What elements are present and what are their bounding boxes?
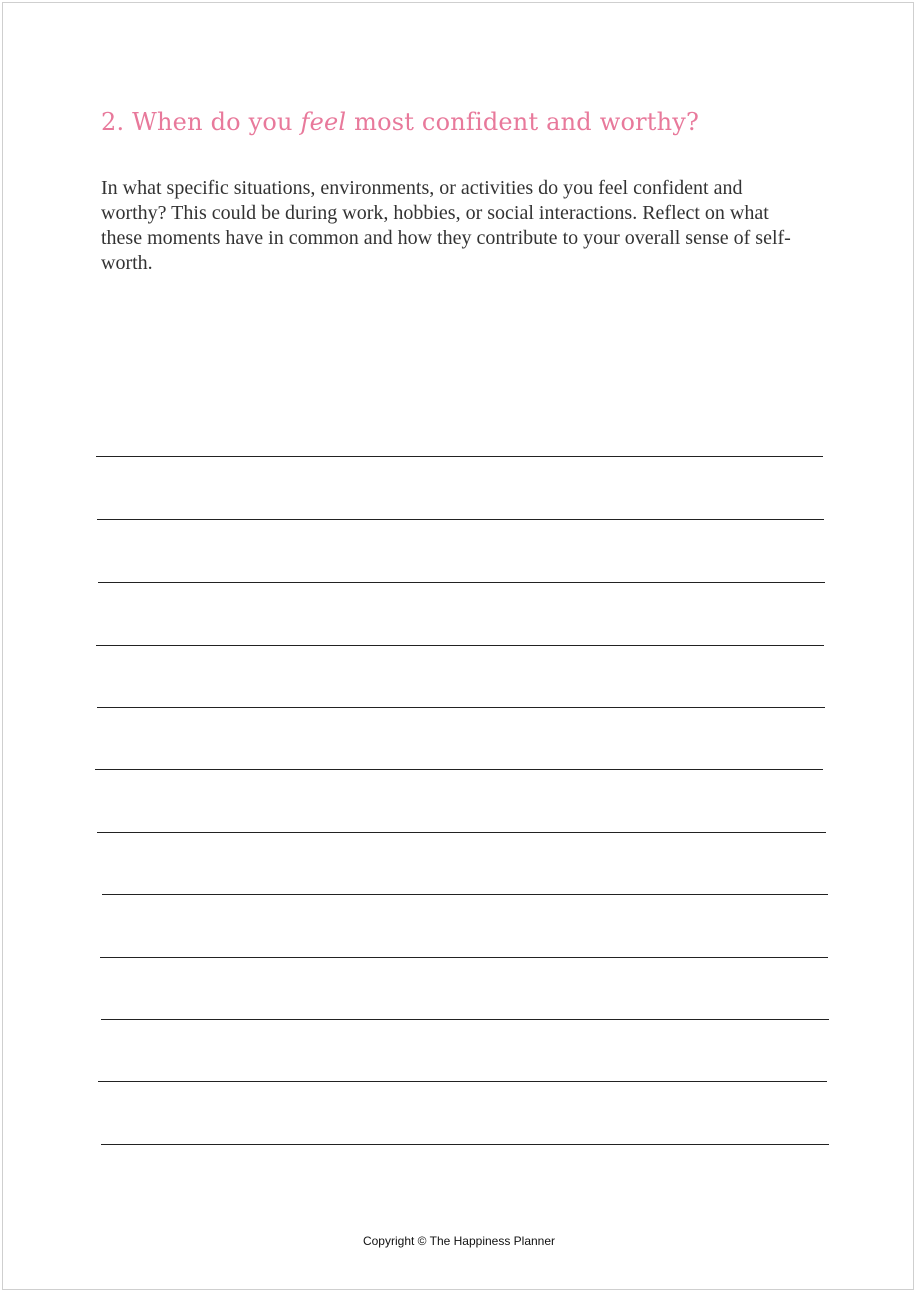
writing-line[interactable] — [100, 957, 828, 958]
writing-line[interactable] — [101, 1144, 829, 1145]
writing-line[interactable] — [96, 456, 823, 457]
writing-line[interactable] — [97, 519, 824, 520]
question-italic-word: feel — [300, 108, 347, 136]
writing-line[interactable] — [95, 769, 823, 770]
writing-line[interactable] — [97, 707, 825, 708]
writing-line[interactable] — [97, 832, 826, 833]
question-number: 2. — [101, 108, 125, 136]
question-text-start: When do you — [132, 108, 293, 136]
writing-line[interactable] — [98, 1081, 827, 1082]
writing-line[interactable] — [98, 582, 825, 583]
question-text-end: most confident and worthy? — [354, 108, 700, 136]
writing-line[interactable] — [96, 645, 824, 646]
writing-line[interactable] — [102, 894, 828, 895]
prompt-paragraph: In what specific situations, environments, or activities do you feel confident and worthy? This could be during work, hobbies, or social interactions. Reflect on what these moments have in common and how they contribute to your overall sense of self-worth. — [101, 177, 791, 274]
copyright-footer: Copyright © The Happiness Planner — [362, 1234, 556, 1248]
writing-line[interactable] — [101, 1019, 829, 1020]
